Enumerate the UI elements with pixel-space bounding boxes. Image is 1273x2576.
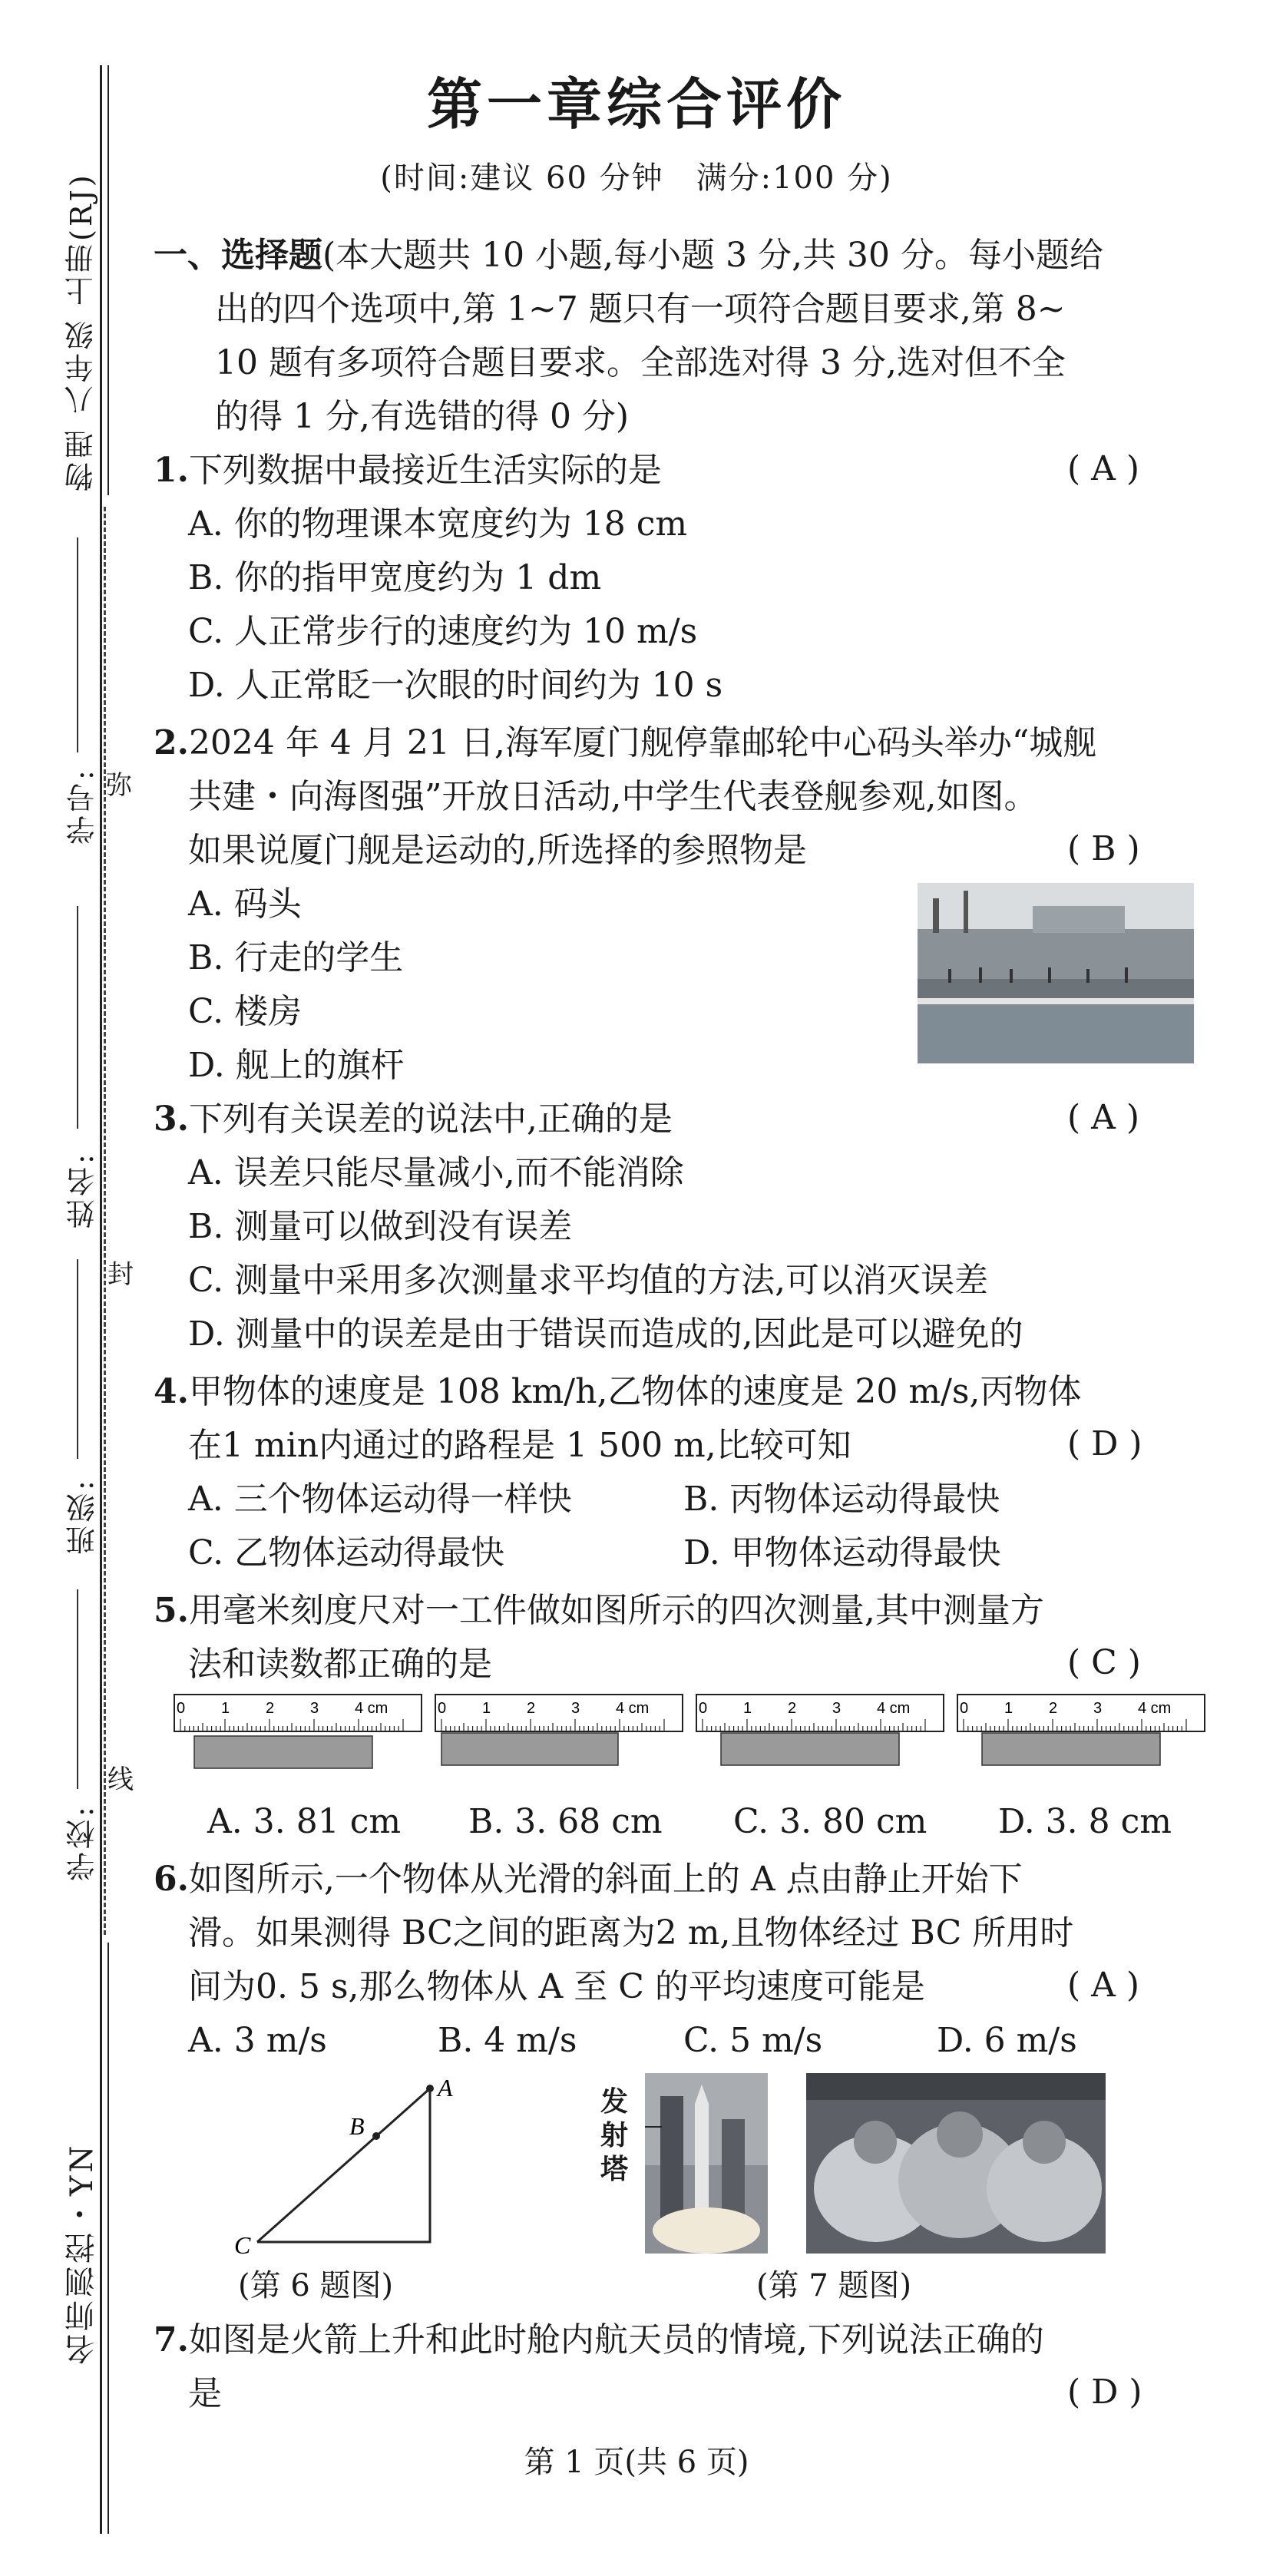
q1-answer: ( A ) xyxy=(1067,449,1140,488)
fig7-tower-label xyxy=(600,2085,639,2186)
page-subtitle: (时间:建议 60 分钟 满分:100 分) xyxy=(380,160,893,196)
field-xingming-line[interactable] xyxy=(77,906,78,1129)
fig7-caption: (第 7 题图) xyxy=(756,2268,912,2303)
ruler-tick-label: 4 cm xyxy=(616,1700,650,1717)
ruler-tick-label: 1 xyxy=(1004,1700,1013,1717)
q1-stem-text: 下列数据中最接近生活实际的是 xyxy=(188,451,662,490)
workpiece-block xyxy=(441,1733,618,1765)
q6-stem-1 xyxy=(154,1858,1023,1901)
q2-answer: ( B ) xyxy=(1067,829,1140,868)
q3-option-d: D. 测量中的误差是由于错误而造成的,因此是可以避免的 xyxy=(188,1314,1023,1354)
workpiece-block xyxy=(721,1733,899,1765)
ruler-tick-label: 1 xyxy=(221,1700,230,1717)
tower-char-2: 射 xyxy=(600,2119,629,2151)
q2-ship-photo xyxy=(918,883,1194,1063)
q4-stem-text-1: 甲物体的速度是 108 km/h,乙物体的速度是 20 m/s,丙物体 xyxy=(188,1372,1082,1411)
q1-option-b: B. 你的指甲宽度约为 1 dm xyxy=(188,558,602,597)
q2-stem-3: 如果说厦门舰是运动的,所选择的参照物是 xyxy=(188,831,807,870)
section-intro-line-3: 10 题有多项符合题目要求。全部选对得 3 分,选对但不全 xyxy=(215,343,1066,382)
field-banji-label: 班级: xyxy=(66,1477,100,1555)
ruler-tick-label: 0 xyxy=(438,1700,447,1717)
ruler-tick-label: 3 xyxy=(310,1700,319,1717)
q3-stem xyxy=(154,1098,673,1141)
q6-answer: ( A ) xyxy=(1067,1966,1140,2005)
q1-stem xyxy=(154,449,662,492)
q4-option-b: B. 丙物体运动得最快 xyxy=(683,1480,1000,1519)
seal-char-feng: 封 xyxy=(107,1259,134,1290)
q6-option-c: C. 5 m/s xyxy=(683,2021,823,2060)
q3-option-a: A. 误差只能尽量减小,而不能消除 xyxy=(188,1153,684,1192)
q4-stem-2: 在1 min内通过的路程是 1 500 m,比较可知 xyxy=(188,1426,851,1465)
page-footer: 第 1 页(共 6 页) xyxy=(524,2445,749,2480)
q1-option-a: A. 你的物理课本宽度约为 18 cm xyxy=(188,504,688,544)
q5-ruler-a xyxy=(173,1693,426,1770)
q7-number: 7. xyxy=(154,2320,189,2359)
ruler-tick-label: 3 xyxy=(1093,1700,1103,1717)
q2-stem-text-1: 2024 年 4 月 21 日,海军厦门舰停靠邮轮中心码头举办“城舰 xyxy=(188,723,1097,762)
q6-option-a: A. 3 m/s xyxy=(188,2021,327,2060)
workpiece-block xyxy=(982,1733,1160,1765)
q2-number: 2. xyxy=(154,723,189,762)
field-xuehao-label: 学号: xyxy=(66,767,100,845)
ruler-tick-label: 0 xyxy=(699,1700,708,1717)
q3-option-b: B. 测量可以做到没有误差 xyxy=(188,1207,573,1246)
fig6-label-a: A xyxy=(438,2074,453,2101)
ruler-tick-label: 2 xyxy=(1049,1700,1058,1717)
q7-stem-text-1: 如图是火箭上升和此时舱内航天员的情境,下列说法正确的 xyxy=(188,2320,1044,2359)
ruler-tick-label: 2 xyxy=(788,1700,797,1717)
seal-dashed-line xyxy=(104,507,106,1935)
seal-char-xian: 线 xyxy=(107,1764,134,1795)
q4-option-a: A. 三个物体运动得一样快 xyxy=(188,1480,572,1519)
tower-char-1: 发 xyxy=(600,2085,629,2118)
q3-number: 3. xyxy=(154,1100,189,1139)
q4-stem-1 xyxy=(154,1371,1082,1414)
tower-char-3: 塔 xyxy=(600,2153,629,2185)
ruler-tick-label: 0 xyxy=(177,1700,186,1717)
margin-book-label: 物理 八年级 上册(RJ) xyxy=(64,172,98,491)
q5-stem-text-1: 用毫米刻度尺对一工件做如图所示的四次测量,其中测量方 xyxy=(188,1591,1044,1630)
ruler-tick-label: 3 xyxy=(832,1700,842,1717)
section-intro-line-2: 出的四个选项中,第 1~7 题只有一项符合题目要求,第 8~ xyxy=(215,289,1066,329)
q7-stem-2: 是 xyxy=(188,2374,222,2413)
margin-brand: 名师测控・YN xyxy=(64,2142,100,2365)
q4-number: 4. xyxy=(154,1372,189,1411)
q5-number: 5. xyxy=(154,1591,189,1630)
fig7-rocket-photo xyxy=(645,2073,768,2254)
q6-stem-2: 滑。如果测得 BC之间的距离为2 m,且物体经过 BC 所用时 xyxy=(188,1913,1074,1953)
q6-option-d: D. 6 m/s xyxy=(937,2021,1077,2060)
section-intro-line-4: 的得 1 分,有选错的得 0 分) xyxy=(215,397,630,436)
q5-answer: ( C ) xyxy=(1067,1643,1141,1682)
q1-option-c: C. 人正常步行的速度约为 10 m/s xyxy=(188,612,698,651)
q7-stem-1 xyxy=(154,2319,1044,2362)
ruler-tick-label: 2 xyxy=(266,1700,275,1717)
q5-option-d: D. 3. 8 cm xyxy=(998,1802,1172,1841)
q5-option-c: C. 3. 80 cm xyxy=(733,1802,927,1841)
ruler-tick-label: 3 xyxy=(571,1700,580,1717)
q5-ruler-b xyxy=(434,1693,687,1770)
field-xuexiao-label: 学校: xyxy=(66,1804,100,1881)
q4-option-d: D. 甲物体运动得最快 xyxy=(683,1533,1001,1572)
ruler-tick-label: 0 xyxy=(960,1700,969,1717)
fig6-label-c: C xyxy=(234,2231,251,2257)
ruler-tick-label: 2 xyxy=(527,1700,536,1717)
q6-stem-3: 间为0. 5 s,那么物体从 A 至 C 的平均速度可能是 xyxy=(188,1967,925,2006)
workpiece-block xyxy=(194,1736,372,1768)
q5-option-b: B. 3. 68 cm xyxy=(468,1802,663,1841)
section-head-line xyxy=(154,234,1103,277)
q6-stem-text-1: 如图所示,一个物体从光滑的斜面上的 A 点由静止开始下 xyxy=(188,1860,1023,1899)
q2-option-c: C. 楼房 xyxy=(188,992,303,1031)
fig6-caption: (第 6 题图) xyxy=(238,2268,394,2303)
q4-option-c: C. 乙物体运动得最快 xyxy=(188,1533,505,1572)
seal-char-mi: 弥 xyxy=(106,770,132,801)
q2-option-d: D. 舰上的旗杆 xyxy=(188,1046,405,1085)
ruler-tick-label: 1 xyxy=(482,1700,491,1717)
q2-option-b: B. 行走的学生 xyxy=(188,938,404,977)
ruler-tick-label: 1 xyxy=(743,1700,752,1717)
q6-number: 6. xyxy=(154,1860,189,1899)
q5-ruler-d xyxy=(956,1693,1209,1770)
q2-stem-1 xyxy=(154,722,1096,765)
q1-option-d: D. 人正常眨一次眼的时间约为 10 s xyxy=(188,666,723,705)
section-head: 一、选择题 xyxy=(154,236,322,275)
section-intro-line-1: (本大题共 10 小题,每小题 3 分,共 30 分。每小题给 xyxy=(322,236,1104,275)
q5-option-a: A. 3. 81 cm xyxy=(207,1802,402,1841)
q3-option-c: C. 测量中采用多次测量求平均值的方法,可以消灭误差 xyxy=(188,1261,989,1300)
q5-stem-2: 法和读数都正确的是 xyxy=(188,1645,492,1684)
page-title: 第一章综合评价 xyxy=(426,71,846,137)
ruler-tick-label: 4 cm xyxy=(355,1700,389,1717)
q3-answer: ( A ) xyxy=(1067,1098,1140,1137)
field-xuehao-line[interactable] xyxy=(77,537,78,752)
ruler-tick-label: 4 cm xyxy=(1138,1700,1172,1717)
fig6-incline xyxy=(223,2073,468,2257)
q5-ruler-c xyxy=(695,1693,948,1770)
field-xingming-label: 姓名: xyxy=(66,1151,100,1228)
fig6-label-b: B xyxy=(349,2112,365,2140)
ruler-tick-label: 4 cm xyxy=(877,1700,911,1717)
q2-stem-2: 共建・向海图强”开放日活动,中学生代表登舰参观,如图。 xyxy=(188,777,1038,816)
q7-answer: ( D ) xyxy=(1067,2373,1142,2412)
q2-option-a: A. 码头 xyxy=(188,885,302,924)
q1-number: 1. xyxy=(154,451,189,490)
q3-stem-text: 下列有关误差的说法中,正确的是 xyxy=(188,1100,673,1139)
field-banji-line[interactable] xyxy=(77,1259,78,1459)
q6-option-b: B. 4 m/s xyxy=(438,2021,577,2060)
q5-stem-1 xyxy=(154,1589,1044,1632)
q4-answer: ( D ) xyxy=(1067,1424,1142,1463)
fig7-astronauts-photo xyxy=(806,2073,1106,2254)
field-xuexiao-line[interactable] xyxy=(77,1589,78,1789)
